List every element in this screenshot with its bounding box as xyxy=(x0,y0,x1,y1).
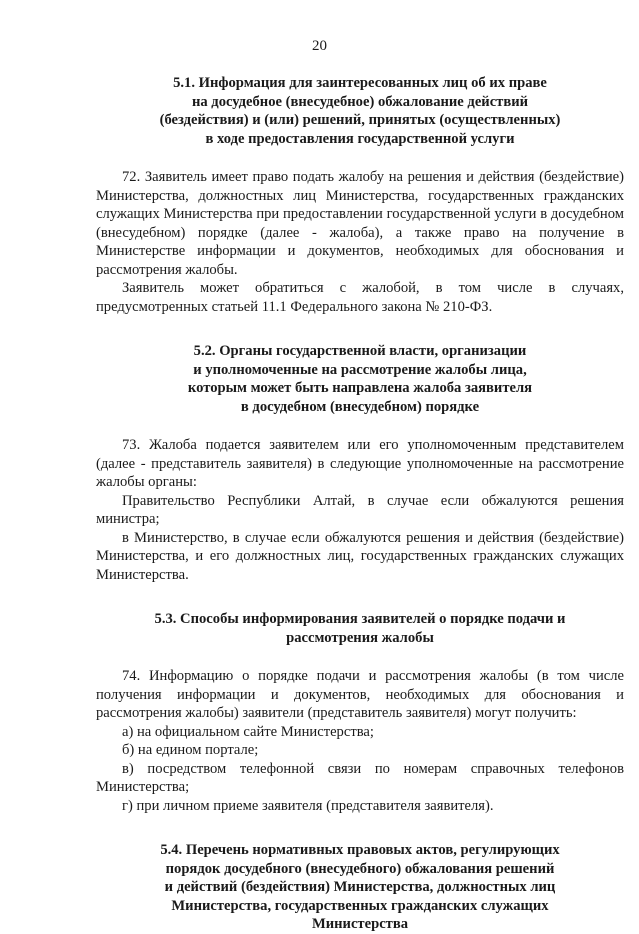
paragraph: 72. Заявитель имеет право подать жалобу на решения и действия (бездействие) Министерства, должностных лиц Министерства, государственных гражданских служащих Министерства при предоставлении государственной услуги в досудебном (внесудебном) порядке (далее - жалоба), а также право на получение в Министерстве информации и документов, необходимых для обоснования и рассмотрения жалобы. xyxy=(96,169,624,278)
heading-line: (бездействия) и (или) решений, принятых (осуществленных) xyxy=(159,112,561,128)
heading-line: и действий (бездействия) Министерства, должностных лиц xyxy=(164,879,556,895)
section-5-2 xyxy=(96,342,624,584)
section-heading xyxy=(96,342,624,416)
paragraph: 73. Жалоба подается заявителем или его уполномоченным представителем (далее - представитель заявителя) в следующие уполномоченные на рассмотрение жалобы органы: xyxy=(96,437,624,490)
heading-line: на досудебное (внесудебное) обжалование действий xyxy=(191,93,529,110)
paragraph: Правительство Республики Алтай, в случае если обжалуются решения министра; xyxy=(96,492,624,527)
paragraph: в Министерство, в случае если обжалуются решения и действия (бездействие) Министерства, и его должностных лиц, государственных гражданских служащих Министерства. xyxy=(96,529,624,583)
heading-line: Министерства, государственных гражданских служащих xyxy=(171,897,549,914)
section-5-1 xyxy=(96,74,624,316)
section-5-3 xyxy=(96,610,624,815)
list-item: б) на едином портале; xyxy=(122,742,259,758)
section-5-4 xyxy=(96,841,624,934)
heading-line: 5.2. Органы государственной власти, организации xyxy=(193,343,527,359)
heading-line: которым может быть направлена жалоба заявителя xyxy=(187,380,533,396)
heading-line: 5.4. Перечень нормативных правовых актов, регулирующих xyxy=(160,842,560,858)
heading-line: порядок досудебного (внесудебного) обжалования решений xyxy=(165,860,555,877)
paragraph: Заявитель может обратиться с жалобой, в том числе в случаях, предусмотренных статьей 11.1 Федерального закона № 210-ФЗ. xyxy=(96,280,624,315)
heading-line: в ходе предоставления государственной услуги xyxy=(205,130,515,147)
page-number: 20 xyxy=(312,38,327,54)
heading-line: и уполномоченные на рассмотрение жалобы лица, xyxy=(193,361,527,378)
heading-line: Министерства xyxy=(311,916,409,932)
heading-line: 5.3. Способы информирования заявителей о порядке подачи и xyxy=(154,611,566,627)
list-item: в) посредством телефонной связи по номерам справочных телефонов Министерства; xyxy=(96,760,624,795)
heading-line: рассмотрения жалобы xyxy=(286,629,434,646)
section-heading xyxy=(96,74,624,148)
list-item: г) при личном приеме заявителя (представителя заявителя). xyxy=(122,797,494,814)
paragraph: 74. Информацию о порядке подачи и рассмотрения жалобы (в том числе получения информации и документов, необходимых для обоснования и рассмотрения жалобы) заявители (представитель заявителя) могут получить: xyxy=(96,668,624,721)
heading-line: 5.1. Информация для заинтересованных лиц об их праве xyxy=(173,75,547,91)
section-heading xyxy=(96,841,624,934)
list-item: а) на официальном сайте Министерства; xyxy=(122,723,374,740)
section-heading xyxy=(96,610,624,647)
document-body xyxy=(96,74,624,934)
heading-line: в досудебном (внесудебном) порядке xyxy=(240,398,480,415)
